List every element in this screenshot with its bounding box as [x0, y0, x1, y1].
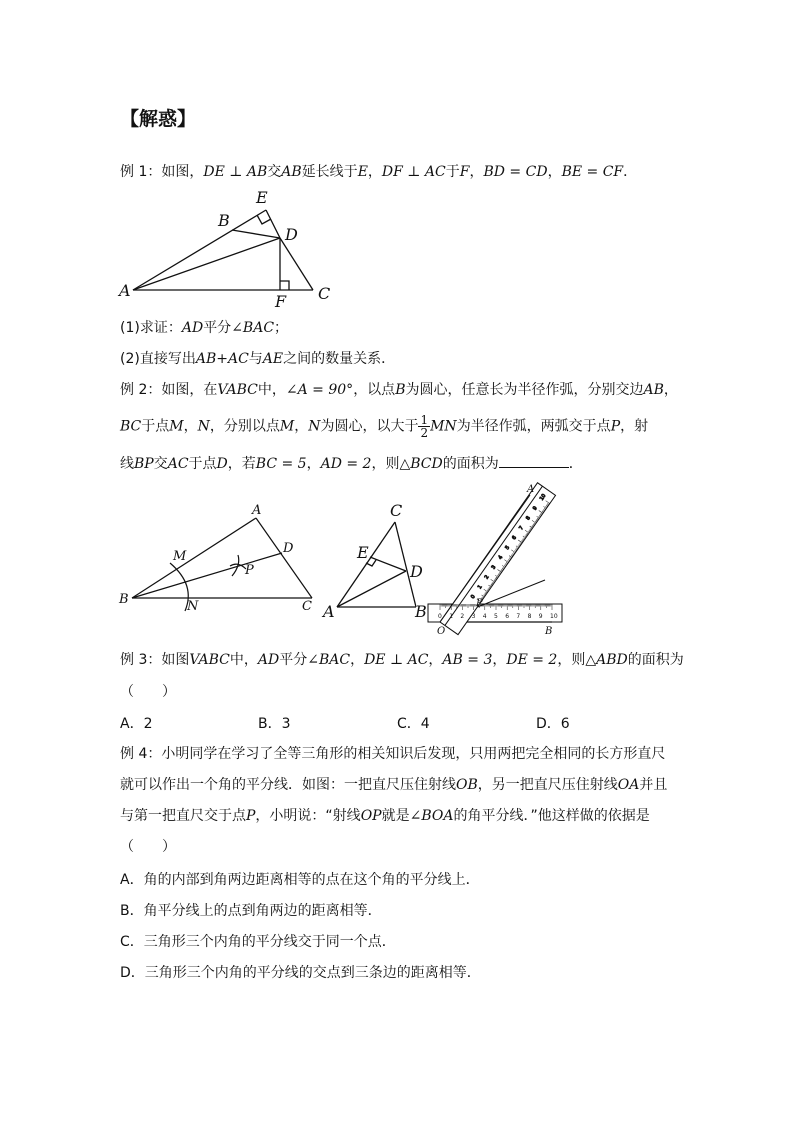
text: 延长线于: [301, 164, 358, 180]
label-P: P: [476, 598, 483, 609]
text: (1)求证：: [120, 320, 182, 336]
ruler-tick-label: 2: [460, 613, 465, 620]
math: OA: [617, 777, 640, 793]
math: P: [610, 418, 621, 435]
text: ，以点: [353, 382, 396, 398]
math: B: [395, 382, 406, 398]
ruler-tick-label: 10: [538, 493, 548, 502]
ruler-tick-label: 4: [497, 554, 505, 561]
text: 与第一把直尺交于点: [120, 808, 246, 824]
ruler-tick-label: 0: [469, 593, 477, 601]
text: 中，: [229, 652, 258, 668]
text: 交: [153, 456, 168, 472]
math: AD: [181, 320, 204, 336]
label-A: A: [323, 602, 335, 621]
label-N: N: [187, 599, 199, 614]
math: VABC: [189, 652, 230, 668]
text: 就是: [381, 808, 410, 824]
example-3-option-c: C．4: [397, 716, 430, 732]
math: F: [459, 164, 470, 180]
ruler-tick-label: 3: [490, 564, 498, 571]
math: OP: [360, 808, 382, 824]
ruler-tick-label: 9: [531, 505, 539, 512]
math: DE ⊥ AB: [203, 164, 268, 180]
math: AC: [167, 456, 189, 472]
text: 例 3：如图: [120, 652, 190, 668]
math: DF ⊥ AC: [381, 164, 446, 180]
math: AE: [262, 351, 284, 367]
example-3-option-d: D．6: [536, 716, 570, 732]
ruler-tick-label: 9: [538, 613, 543, 620]
example-4-option-d: D．三角形三个内角的平分线的交点到三条边的距离相等．: [120, 965, 481, 981]
math: AD: [257, 652, 280, 668]
text: 为圆心，以大于: [320, 418, 419, 435]
math: E: [357, 164, 368, 180]
text: 的角平分线．”他这样做的依据是: [453, 808, 650, 824]
label-C: C: [318, 284, 331, 303]
math: D: [216, 456, 228, 472]
math: ∠BAC: [231, 320, 275, 336]
math: DE ⊥ AC: [364, 652, 429, 668]
math: AB+AC: [195, 351, 249, 367]
text: ，射: [620, 418, 649, 435]
text: ，: [306, 456, 321, 472]
ruler-tick-label: 3: [471, 613, 476, 620]
text: ．: [623, 164, 638, 180]
math: BD = CD: [483, 164, 548, 180]
fraction-numerator: 1: [420, 413, 429, 427]
text: 例 2：如图，在: [120, 382, 218, 398]
label-B: B: [119, 592, 129, 607]
ruler-tick-label: 5: [504, 544, 512, 551]
text: 平分: [279, 652, 308, 668]
math: AB: [281, 164, 302, 180]
label-O: O: [437, 626, 446, 637]
math: △ABD: [585, 652, 628, 668]
example-4-line-1: 例 4：小明同学在学习了全等三角形的相关知识后发现，只用两把完全相同的长方形直尺: [120, 746, 666, 762]
text: 于点: [141, 418, 170, 435]
example-3-option-b: B．3: [258, 716, 291, 732]
text: ，则: [371, 456, 400, 472]
text: ，: [428, 652, 443, 668]
ruler-tick-label: 0: [438, 613, 442, 620]
text: 为半径作弧，两弧交于点: [456, 418, 611, 435]
ruler-tick-label: 6: [511, 535, 519, 542]
math: AD = 2: [320, 456, 372, 472]
ruler-tick-label: 8: [527, 613, 532, 620]
label-D: D: [285, 225, 298, 244]
example-4-line-3: [120, 806, 650, 826]
example-4-option-c: C．三角形三个内角的平分线交于同一个点．: [120, 934, 396, 950]
label-A: A: [119, 281, 131, 300]
example-3-statement: [120, 650, 684, 670]
ruler-tick-label: 10: [550, 613, 558, 620]
text: 中，: [257, 382, 286, 398]
text: 例 1：如图，: [120, 164, 204, 180]
label-B: B: [415, 602, 427, 621]
text: ，: [294, 418, 309, 435]
math: N: [308, 418, 321, 435]
text: ，分别以点: [209, 418, 280, 435]
math: BP: [134, 456, 154, 472]
ruler-tick-label: 8: [525, 515, 532, 522]
ruler-tick-label: 4: [482, 613, 487, 620]
example-4-option-a: A．角的内部到角两边距离相等的点在这个角的平分线上．: [120, 872, 480, 888]
text: 与: [248, 351, 263, 367]
label-P: P: [245, 563, 254, 578]
math: M: [169, 418, 184, 435]
math: N: [197, 418, 210, 435]
text: 之间的数量关系．: [283, 351, 396, 367]
example-4-line-2: [120, 775, 667, 795]
math: BE = CF: [561, 164, 624, 180]
text: 为圆心，任意长为半径作弧，分别交边: [405, 382, 644, 398]
text: ，: [547, 164, 562, 180]
label-B: B: [545, 626, 553, 637]
math: OB: [456, 777, 478, 793]
math: M: [279, 418, 295, 435]
text: 并且: [639, 777, 668, 793]
math: BC = 5: [255, 456, 307, 472]
text: 的面积为: [442, 456, 499, 472]
text: ，: [183, 418, 198, 435]
text: ，则: [557, 652, 586, 668]
fraction-denominator: 2: [420, 426, 429, 440]
math: △BCD: [399, 456, 443, 472]
text: ，小明说：“射线: [255, 808, 361, 824]
example-4-option-b: B．角平分线上的点到角两边的距离相等．: [120, 903, 382, 919]
math: DE = 2: [506, 652, 558, 668]
math: AB = 3: [442, 652, 493, 668]
math: P: [246, 808, 256, 824]
math: VABC: [217, 382, 258, 398]
label-M: M: [173, 549, 187, 564]
text: ．: [568, 456, 583, 472]
label-B: B: [218, 211, 230, 230]
text: 线: [120, 456, 134, 472]
ruler-tick-label: 5: [494, 613, 498, 620]
section-title: 【解惑】: [120, 108, 197, 130]
label-C: C: [390, 501, 403, 520]
label-A: A: [252, 503, 262, 518]
text: ，: [663, 382, 678, 398]
text: ，另一把直尺压住射线: [477, 777, 618, 793]
math: ∠A = 90°: [285, 382, 354, 398]
math: BC: [120, 418, 142, 435]
example-3-option-a: A．2: [120, 716, 153, 732]
label-A: A: [527, 484, 535, 495]
text: ；: [274, 320, 289, 336]
text: 于: [445, 164, 460, 180]
ray-OA: [440, 495, 530, 622]
text: ，: [350, 652, 365, 668]
ruler-tick-label: 7: [518, 525, 525, 532]
label-D: D: [283, 541, 294, 556]
example-3-answer-paren: （ ）: [120, 684, 176, 700]
text: ，: [492, 652, 507, 668]
text: 平分: [203, 320, 232, 336]
label-E: E: [357, 543, 369, 562]
ruler-tick-label: 6: [505, 613, 510, 620]
text: 就可以作出一个角的平分线．如图：一把直尺压住射线: [120, 777, 456, 793]
text: 于点: [188, 456, 217, 472]
text: 的面积为: [627, 652, 684, 668]
ruler-tick-label: 1: [449, 613, 454, 620]
math: ∠BAC: [307, 652, 351, 668]
text: (2)直接写出: [120, 351, 196, 367]
example-4-answer-paren: （ ）: [120, 839, 176, 855]
label-E: E: [256, 188, 268, 207]
ruler-tick-label: 1: [476, 584, 484, 591]
label-C: C: [302, 599, 312, 614]
text: ，: [367, 164, 382, 180]
label-F: F: [275, 292, 287, 311]
math: AB: [643, 382, 664, 398]
ruler-tick-label: 2: [483, 574, 491, 581]
text: ，若: [227, 456, 256, 472]
label-D: D: [410, 562, 423, 581]
text: 交: [267, 164, 282, 180]
ruler-tick-label: 7: [516, 613, 521, 620]
text: ，: [469, 164, 484, 180]
math: MN: [430, 418, 457, 435]
math: ∠BOA: [409, 808, 454, 824]
